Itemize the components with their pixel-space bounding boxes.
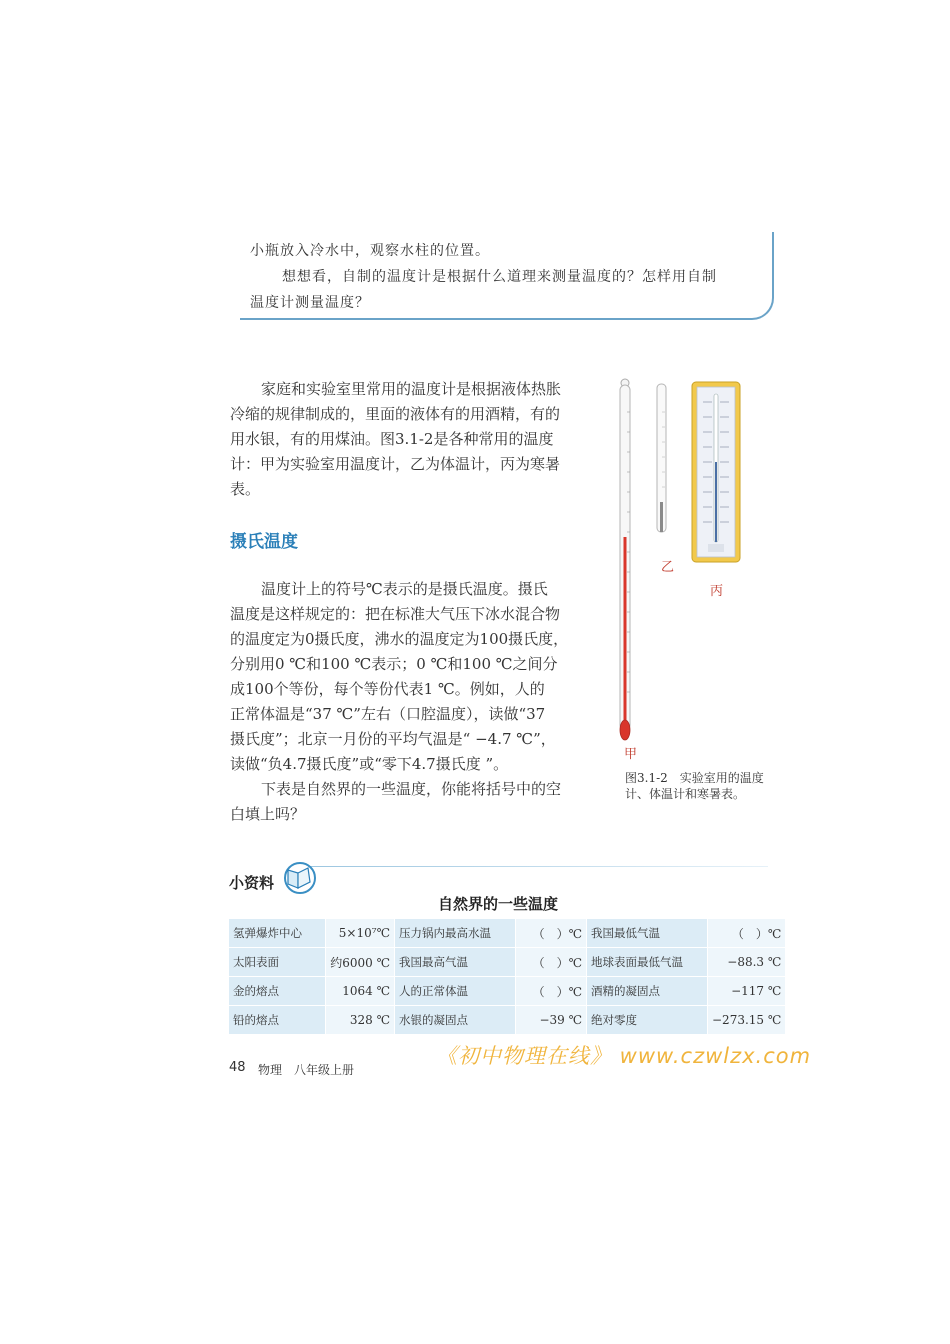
- figure-label-a: 甲: [624, 747, 638, 762]
- table-cell-name: 太阳表面: [229, 948, 326, 977]
- sidebar-label: 小资料: [229, 874, 275, 892]
- table-cell-name: 酒精的凝固点: [587, 977, 708, 1006]
- intro-line: 冷缩的规律制成的，里面的液体有的用酒精，有的: [230, 405, 561, 423]
- table-cell-name: 我国最高气温: [395, 948, 516, 977]
- table-cell-value: （ ）℃: [516, 977, 587, 1006]
- temperature-table: [229, 919, 786, 1035]
- table-cell-name: 绝对零度: [587, 1006, 708, 1035]
- table-row: [229, 977, 786, 1006]
- table-cell-value: −39 ℃: [516, 1006, 587, 1035]
- table-cell-value: −88.3 ℃: [708, 948, 786, 977]
- question-line: 白填上吗？: [230, 805, 306, 823]
- intro-line: 家庭和实验室里常用的温度计是根据液体热胀: [261, 380, 562, 398]
- table-cell-value: −117 ℃: [708, 977, 786, 1006]
- sidebar-divider: [308, 866, 768, 867]
- celsius-line: 温度是这样规定的：把在标准大气压下冰水混合物: [230, 605, 561, 623]
- intro-line: 用水银，有的用煤油。图3.1-2是各种常用的温度: [230, 430, 554, 448]
- table-cell-value: 328 ℃: [326, 1006, 395, 1035]
- celsius-line: 读做“负4.7摄氏度”或“零下4.7摄氏度 ”。: [230, 755, 509, 773]
- table-cell-value: （ ）℃: [516, 948, 587, 977]
- section-heading: 摄氏温度: [230, 532, 298, 552]
- celsius-line: 的温度定为0摄氏度，沸水的温度定为100摄氏度，: [230, 630, 569, 648]
- table-cell-name: 压力锅内最高水温: [395, 919, 516, 948]
- intro-line: 计：甲为实验室用温度计，乙为体温计，丙为寒暑: [230, 455, 561, 473]
- table-title: 自然界的一些温度: [438, 895, 559, 913]
- table-cell-name: 人的正常体温: [395, 977, 516, 1006]
- book-icon: [280, 860, 320, 898]
- table-cell-name: 氢弹爆炸中心: [229, 919, 326, 948]
- figure-label-c: 丙: [710, 584, 724, 599]
- thermometer-illustration: [608, 372, 768, 762]
- wall-thermometer: [692, 382, 740, 562]
- table-row: [229, 948, 786, 977]
- question-line: 下表是自然界的一些温度，你能将括号中的空: [261, 780, 562, 798]
- clinical-thermometer: [657, 384, 666, 532]
- table-row: [229, 1006, 786, 1035]
- celsius-line: 成100个等份，每个等份代表1 ℃。例如，人的: [230, 680, 545, 698]
- table-cell-value: 1064 ℃: [326, 977, 395, 1006]
- table-cell-value: 约6000 ℃: [326, 948, 395, 977]
- celsius-line: 温度计上的符号℃表示的是摄氏温度。摄氏: [261, 580, 548, 598]
- celsius-line: 分别用0 ℃和100 ℃表示；0 ℃和100 ℃之间分: [230, 655, 558, 673]
- page-number: 48: [229, 1060, 246, 1075]
- table-cell-name: 金的熔点: [229, 977, 326, 1006]
- figure-caption-line: 计、体温计和寒暑表。: [625, 787, 746, 801]
- table-cell-name: 我国最低气温: [587, 919, 708, 948]
- table-cell-name: 铅的熔点: [229, 1006, 326, 1035]
- table-cell-name: 地球表面最低气温: [587, 948, 708, 977]
- table-cell-value: （ ）℃: [708, 919, 786, 948]
- table-cell-value: 5×10⁷℃: [326, 919, 395, 948]
- activity-line-3: 温度计测量温度？: [250, 295, 370, 311]
- table-cell-value: （ ）℃: [516, 919, 587, 948]
- watermark: 《初中物理在线》 www.czwlzx.com: [436, 1044, 812, 1068]
- figure-caption: [625, 770, 775, 802]
- table-row: [229, 919, 786, 948]
- figure-label-b: 乙: [661, 560, 675, 575]
- book-title: 物理 八年级上册: [258, 1063, 355, 1077]
- activity-line-1: 小瓶放入冷水中，观察水柱的位置。: [250, 243, 490, 259]
- lab-thermometer: [620, 379, 630, 740]
- activity-line-2: 想想看，自制的温度计是根据什么道理来测量温度的？怎样用自制: [282, 269, 717, 285]
- thermometer-figure: [608, 372, 768, 762]
- celsius-line: 摄氏度”；北京一月份的平均气温是“ −4.7 ℃”，: [230, 730, 556, 748]
- intro-line: 表。: [230, 480, 261, 498]
- celsius-line: 正常体温是“37 ℃”左右（口腔温度），读做“37: [230, 705, 546, 723]
- figure-caption-line: 图3.1-2 实验室用的温度: [625, 771, 764, 785]
- table-cell-name: 水银的凝固点: [395, 1006, 516, 1035]
- table-cell-value: −273.15 ℃: [708, 1006, 786, 1035]
